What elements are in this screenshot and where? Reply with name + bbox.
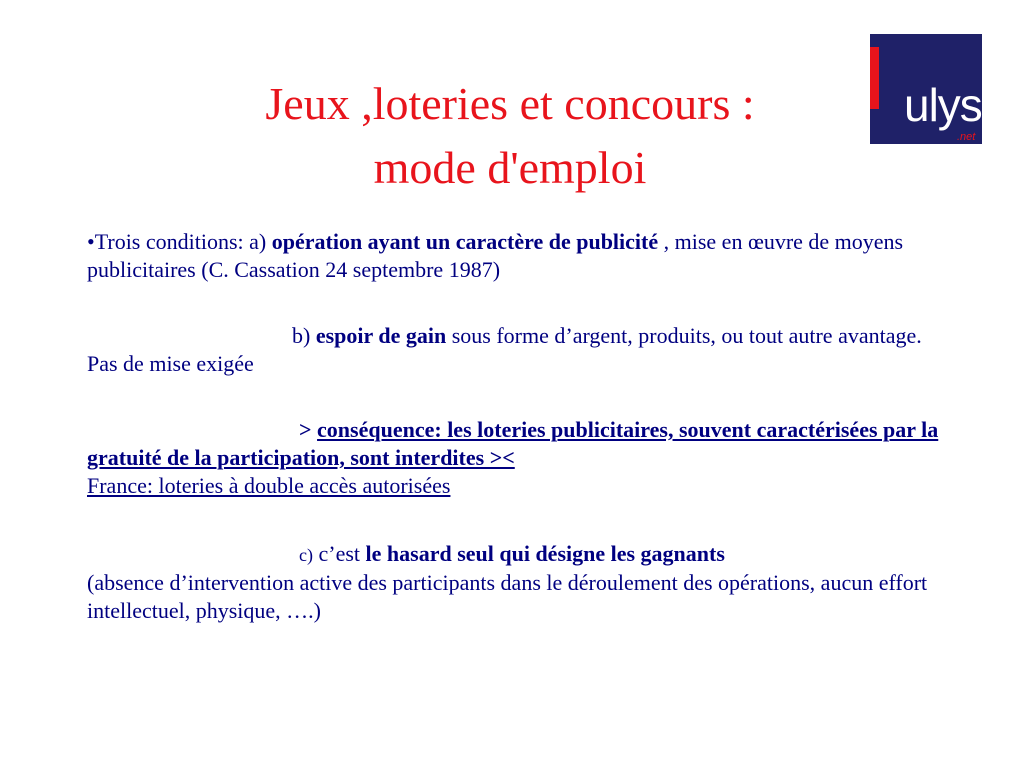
condition-b-rest: sous forme d’argent, produits, ou tout autre avantage. Pas de mise exigée	[87, 323, 922, 376]
ulys-logo	[870, 34, 982, 144]
logo-accent-bar	[870, 47, 879, 109]
consequence-arrow: >	[299, 417, 318, 442]
consequence-text: conséquence: les loteries publicitaires, souvent caractérisées par la gratuité de la participation, sont interdites ><	[87, 417, 939, 470]
condition-a-lead: Trois conditions: a)	[94, 229, 272, 254]
title-line-2: mode d'emploi	[373, 142, 647, 193]
condition-b-label: b)	[292, 323, 316, 348]
consequence-france: France: loteries à double accès autorisées	[87, 473, 451, 498]
condition-a-rest: , mise en œuvre de moyens publicitaires (C. Cassation 24 septembre 1987)	[87, 229, 904, 282]
condition-c-label: c)	[299, 545, 313, 565]
condition-b-bold: espoir de gain	[315, 323, 447, 348]
condition-a-bold: opération ayant un caractère de publicité	[271, 229, 659, 254]
bullet: •	[87, 229, 95, 254]
condition-c-lead: c’est	[312, 541, 366, 566]
title-line-1: Jeux ,loteries et concours :	[265, 78, 755, 129]
slide-title	[150, 72, 870, 200]
logo-text: ulys	[904, 79, 982, 131]
condition-c-bold: le hasard seul qui désigne les gagnants	[365, 541, 725, 566]
condition-a	[87, 228, 947, 284]
condition-c	[87, 540, 947, 625]
consequence	[87, 416, 947, 500]
condition-c-rest: (absence d’intervention active des participants dans le déroulement des opérations, aucun effort intellectuel, physique, ….)	[87, 570, 928, 623]
condition-b	[87, 322, 947, 378]
logo-subtext: .net	[957, 131, 976, 143]
